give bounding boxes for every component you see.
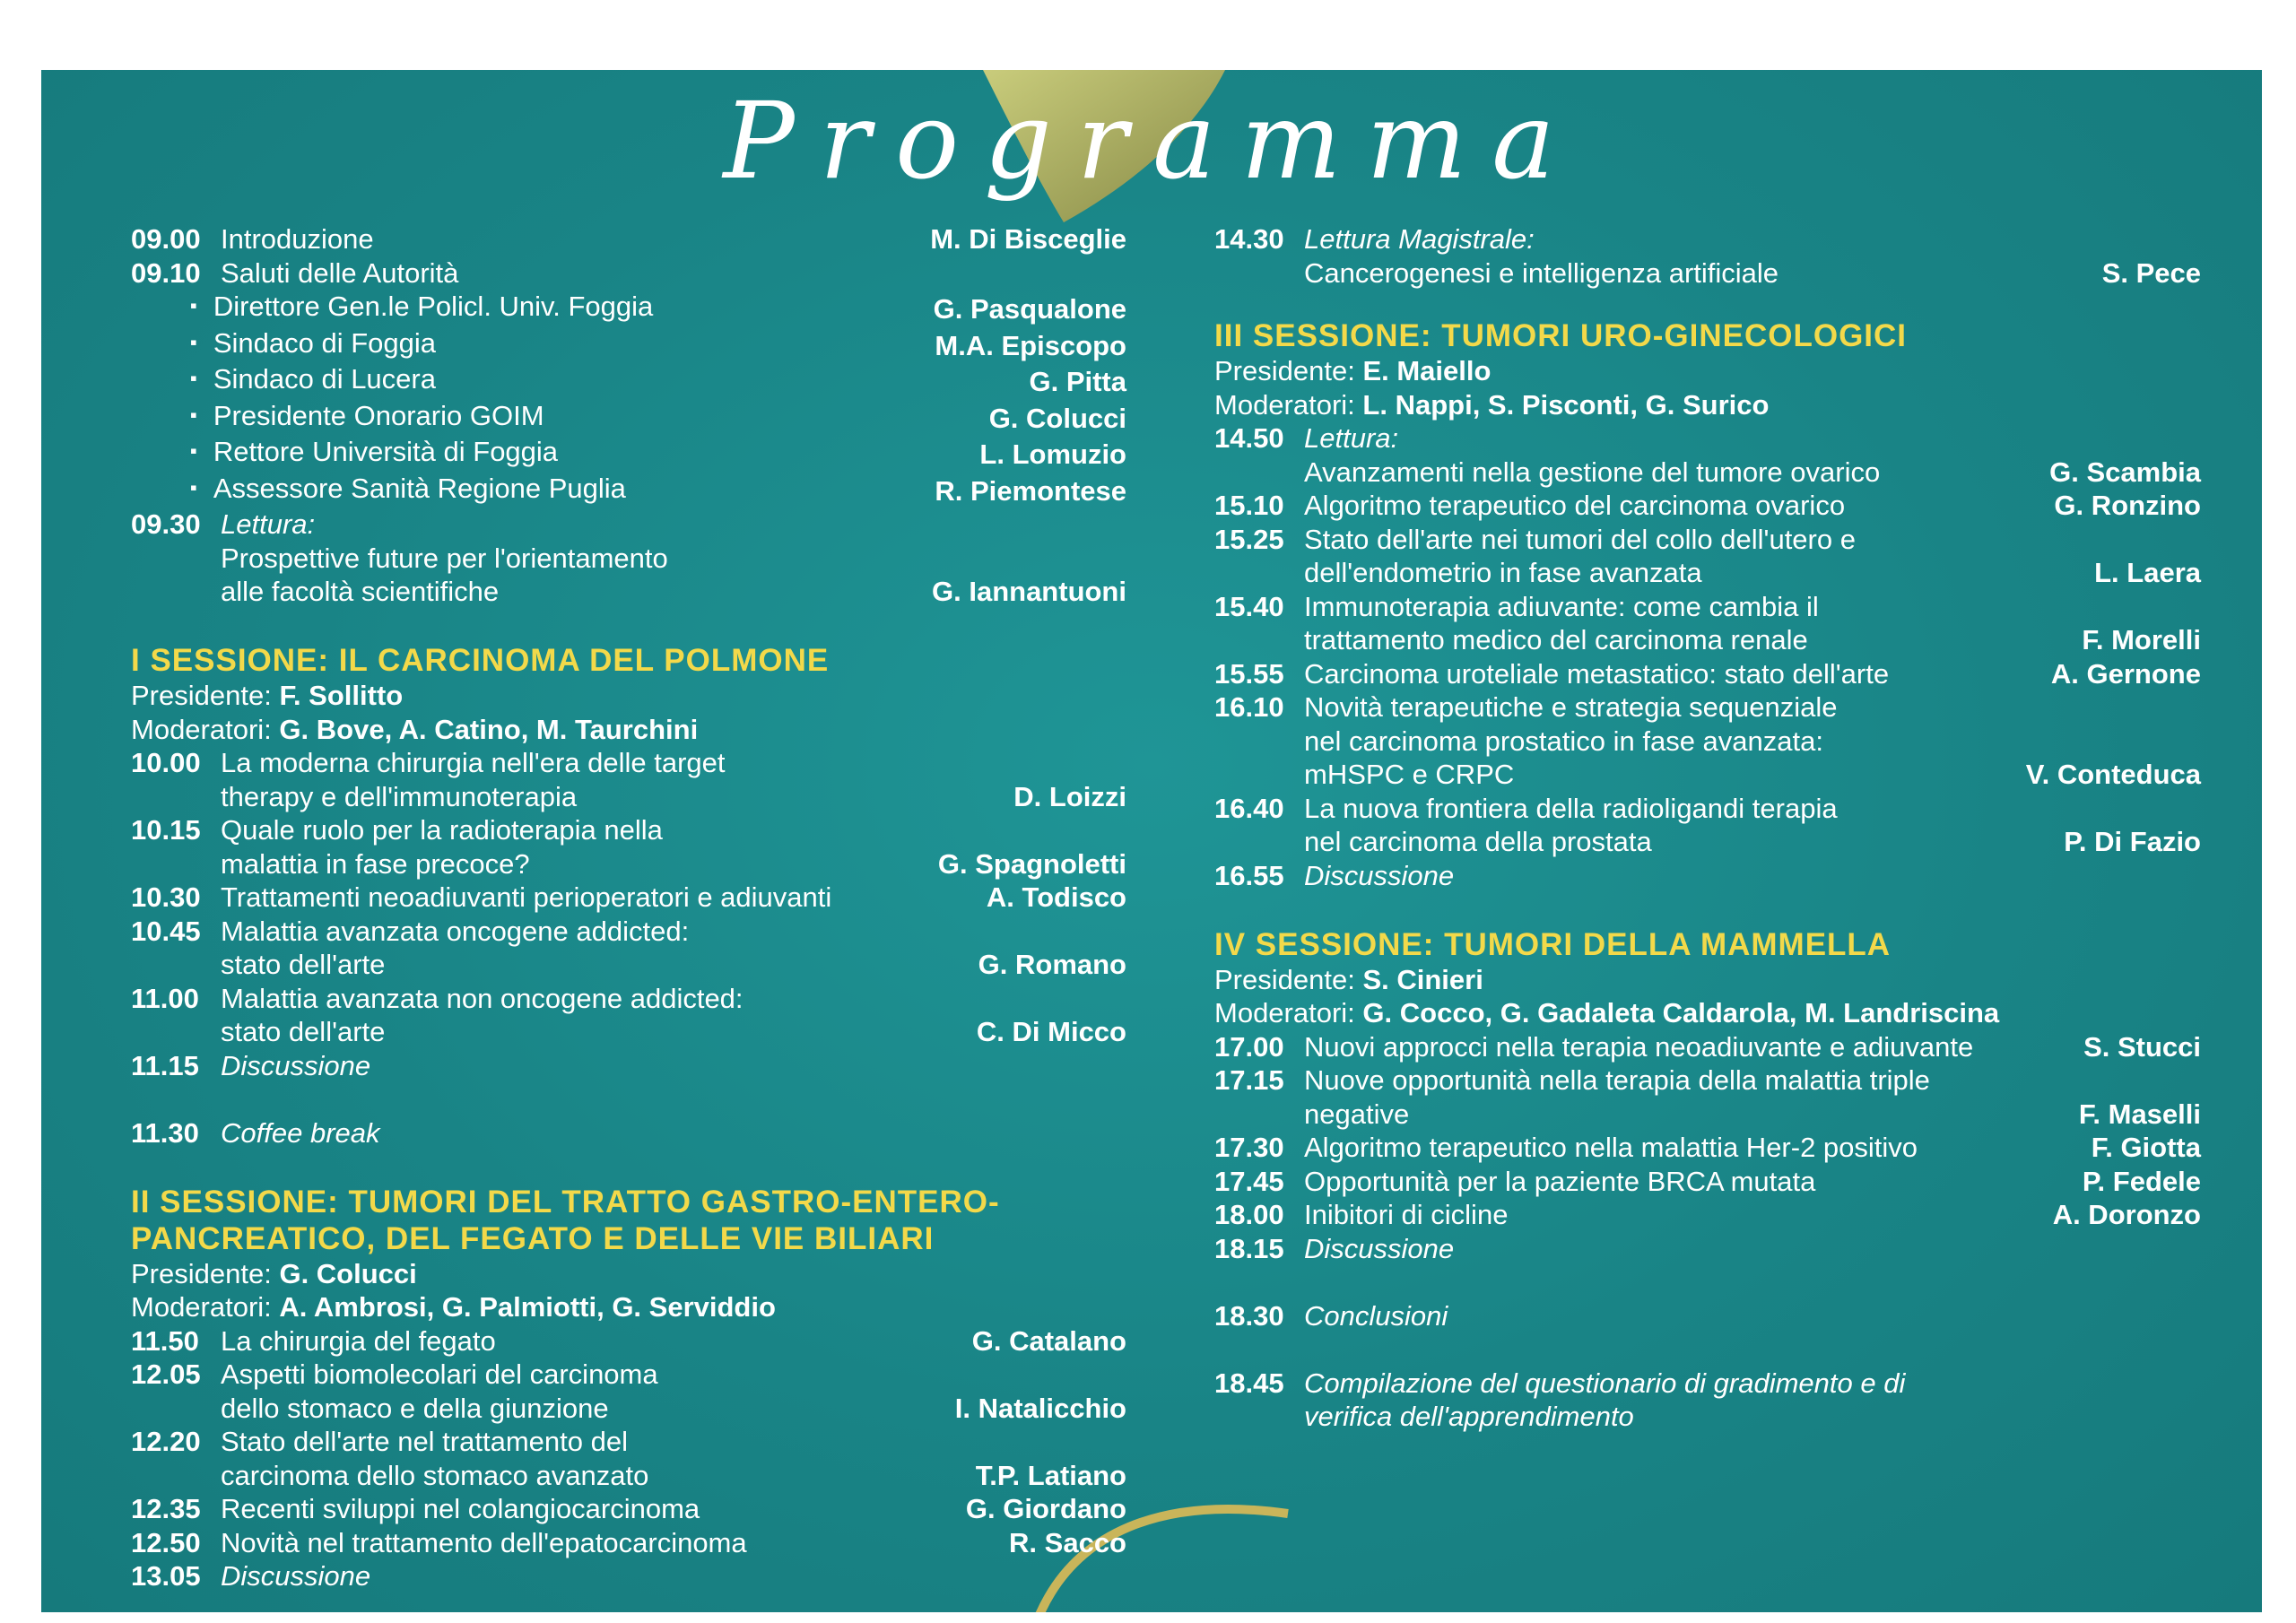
authority-item (131, 290, 1126, 326)
agenda-row: 10.15 Quale ruolo per la radioterapia nella malattia in fase precoce? G. Spagnoletti (131, 814, 1126, 880)
president-name: S. Cinieri (1362, 963, 1483, 995)
time: 11.00 (131, 982, 199, 1014)
agenda-row (1214, 1299, 2201, 1333)
time: 16.55 (1214, 859, 1284, 891)
president-line: Presidente: S. Cinieri (1214, 963, 1483, 995)
left-column (131, 222, 1126, 1593)
time: 11.15 (131, 1049, 199, 1081)
agenda-row (131, 1116, 1126, 1150)
time: 15.25 (1214, 523, 1284, 555)
speaker: R. Sacco (1009, 1526, 1126, 1558)
speaker: S. Stucci (2083, 1030, 2201, 1063)
discussion-label: Discussione (1304, 859, 1455, 891)
agenda-row (1214, 1232, 2201, 1266)
time: 09.30 (131, 508, 201, 540)
agenda-row: 12.20 Stato dell'arte nel trattamento del carcinoma dello stomaco avanzato T.P. Latiano (131, 1426, 1126, 1491)
speaker: D. Loizzi (1013, 780, 1126, 812)
description: Prospettive future per l'orientamento (221, 542, 668, 574)
time: 10.45 (131, 915, 201, 947)
agenda-row: 14.30 Lettura Magistrale: Cancerogenesi e intelligenza artificiale S. Pece (1214, 223, 2201, 289)
agenda-row: 12.35 Recenti sviluppi nel colangiocarcinoma G. Giordano (131, 1493, 1126, 1524)
time: 16.10 (1214, 691, 1284, 723)
speaker: T.P. Latiano (975, 1459, 1126, 1491)
time: 17.00 (1214, 1030, 1284, 1063)
authority-role: ▪ Sindaco di Foggia (190, 326, 935, 363)
agenda-row (1214, 859, 2201, 893)
session-title: II SESSIONE: TUMORI DEL TRATTO GASTRO-ENTERO- PANCREATICO, DEL FEGATO E DELLE VIE BILIARI (131, 1184, 1000, 1256)
speaker: G. Giordano (965, 1493, 1126, 1524)
agenda-row: 11.50 La chirurgia del fegato G. Catalano (131, 1324, 1126, 1357)
time: 17.30 (1214, 1132, 1284, 1163)
time: 09.00 (131, 223, 201, 255)
speaker: L. Lomuzio (979, 438, 1126, 470)
agenda-row: 17.00 Nuovi approcci nella terapia neoadiuvante e adiuvante S. Stucci (1214, 1030, 2201, 1063)
speaker: G. Pitta (1029, 366, 1126, 397)
time: 14.50 (1214, 422, 1284, 454)
moderators-line: Moderatori: A. Ambrosi, G. Palmiotti, G. Serviddio (131, 1291, 776, 1323)
authority-item (131, 362, 1126, 399)
session-title: III SESSIONE: TUMORI URO-GINECOLOGICI (1214, 318, 1908, 353)
agenda-row: 15.25 Stato dell'arte nei tumori del collo dell'utero e dell'endometrio in fase avanzata L. Laera (1214, 523, 2201, 588)
speaker: V. Conteduca (2025, 759, 2201, 790)
speaker: R. Piemontese (935, 474, 1126, 507)
session-title: IV SESSIONE: TUMORI DELLA MAMMELLA (1214, 926, 1892, 962)
time: 16.40 (1214, 792, 1284, 824)
page-title: Programma (723, 79, 1580, 203)
time: 15.55 (1214, 657, 1284, 690)
lecture-label: Lettura: (221, 508, 316, 540)
speaker: G. Catalano (971, 1324, 1126, 1357)
speaker: G. Spagnoletti (937, 847, 1126, 880)
discussion-label: Discussione (221, 1049, 371, 1081)
president-line: Presidente: E. Maiello (1214, 355, 1492, 386)
time: 13.05 (131, 1560, 201, 1592)
speaker: M. Di Bisceglie (930, 223, 1126, 255)
president-name: G. Colucci (279, 1257, 417, 1289)
agenda-row (131, 508, 1126, 609)
time: 12.35 (131, 1493, 201, 1524)
time: 12.50 (131, 1526, 201, 1558)
authority-role: ▪ Assessore Sanità Regione Puglia (190, 472, 935, 508)
time: 15.40 (1214, 590, 1284, 622)
speaker: G. Iannantuoni (932, 576, 1126, 607)
president-line: Presidente: G. Colucci (131, 1257, 417, 1289)
moderators-names: A. Ambrosi, G. Palmiotti, G. Serviddio (279, 1291, 776, 1323)
time: 10.30 (131, 881, 201, 913)
agenda-row (131, 1559, 1126, 1593)
agenda-row: 17.30 Algoritmo terapeutico nella malattia Her-2 positivo F. Giotta (1214, 1132, 2201, 1163)
agenda-row: 11.00 Malattia avanzata non oncogene addicted: stato dell'arte C. Di Micco (131, 982, 1126, 1047)
speaker: I. Natalicchio (954, 1392, 1126, 1424)
agenda-row (131, 256, 1126, 291)
lecture-label: Lettura Magistrale: (1304, 223, 1535, 255)
time: 11.50 (131, 1324, 199, 1357)
agenda-row: 15.40 Immunoterapia adiuvante: come cambia il trattamento medico del carcinoma renale F. Morelli (1214, 590, 2201, 655)
time: 10.15 (131, 814, 201, 846)
time: 18.00 (1214, 1199, 1284, 1230)
agenda-row: 17.15 Nuove opportunità nella terapia della malattia triple negative F. Maselli (1214, 1064, 2201, 1130)
president-line: Presidente: F. Sollitto (131, 680, 404, 711)
moderators-names: L. Nappi, S. Pisconti, G. Surico (1362, 388, 1770, 421)
speaker: A. Todisco (986, 881, 1126, 913)
speaker: L. Laera (2094, 557, 2201, 588)
president-name: F. Sollitto (279, 680, 404, 711)
time: 17.45 (1214, 1165, 1284, 1197)
speaker: P. Fedele (2082, 1165, 2201, 1197)
description: Introduzione (221, 223, 374, 255)
time: 12.05 (131, 1358, 201, 1390)
authority-item (131, 399, 1126, 436)
agenda-row: 15.55 Carcinoma uroteliale metastatico: stato dell'arte A. Gernone (1214, 657, 2201, 690)
agenda-row (1214, 1367, 2201, 1434)
time: 15.10 (1214, 490, 1284, 521)
agenda-row: 16.10 Novità terapeutiche e strategia sequenziale nel carcinoma prostatico in fase avanzata: mHSPC e CRPC V. Conteduca (1214, 691, 2201, 790)
coffee-break-label: Coffee break (221, 1116, 380, 1149)
speaker: F. Giotta (2091, 1132, 2201, 1163)
description: Saluti delle Autorità (221, 256, 459, 289)
time: 14.30 (1214, 223, 1284, 255)
time: 18.15 (1214, 1232, 1284, 1264)
moderators-line: Moderatori: G. Cocco, G. Gadaleta Caldarola, M. Landriscina (1214, 997, 2000, 1028)
agenda-row (131, 1049, 1126, 1083)
agenda-row: 10.45 Malattia avanzata oncogene addicted: stato dell'arte G. Romano (131, 915, 1126, 980)
authority-item (131, 472, 1126, 508)
speaker: S. Pece (2101, 256, 2201, 289)
agenda-row: 10.00 La moderna chirurgia nell'era delle target therapy e dell'immunoterapia D. Loizzi (131, 747, 1126, 812)
moderators-line: Moderatori: L. Nappi, S. Pisconti, G. Surico (1214, 388, 1770, 421)
discussion-label: Discussione (221, 1560, 371, 1592)
conclusions-label: Conclusioni (1304, 1299, 1448, 1332)
agenda-row: 12.50 Novità nel trattamento dell'epatocarcinoma R. Sacco (131, 1526, 1126, 1558)
agenda-row: 16.40 La nuova frontiera della radioligandi terapia nel carcinoma della prostata P. Di Fazio (1214, 792, 2201, 857)
speaker: M.A. Episcopo (935, 329, 1126, 361)
moderators-names: G. Cocco, G. Gadaleta Caldarola, M. Landriscina (1362, 997, 2000, 1028)
speaker: G. Pasqualone (933, 293, 1126, 325)
time: 17.15 (1214, 1064, 1284, 1096)
time: 11.30 (131, 1116, 199, 1149)
agenda-row (131, 222, 1126, 256)
speaker: C. Di Micco (976, 1016, 1126, 1047)
speaker: G. Colucci (988, 402, 1126, 434)
description: alle facoltà scientifiche (221, 576, 500, 607)
authority-item (131, 435, 1126, 472)
speaker: F. Maselli (2078, 1098, 2201, 1130)
lecture-label: Lettura: (1304, 422, 1399, 454)
authority-role: ▪ Rettore Università di Foggia (190, 435, 979, 472)
speaker: G. Romano (978, 949, 1126, 980)
evaluation-label: Compilazione del questionario di gradimento e di verifica dell'apprendimento (1304, 1367, 1906, 1432)
time: 12.20 (131, 1426, 201, 1457)
agenda-row: 12.05 Aspetti biomolecolari del carcinoma dello stomaco e della giunzione I. Natalicchio (131, 1358, 1126, 1424)
session-title: I SESSIONE: IL CARCINOMA DEL POLMONE (131, 643, 830, 678)
right-column (1214, 222, 2201, 1434)
agenda-row: 10.30 Trattamenti neoadiuvanti perioperatori e adiuvanti A. Todisco (131, 881, 1126, 913)
time: 18.45 (1214, 1367, 1284, 1399)
moderators-line: Moderatori: G. Bove, A. Catino, M. Taurchini (131, 713, 699, 745)
president-name: E. Maiello (1362, 355, 1492, 386)
authority-role: ▪ Sindaco di Lucera (190, 362, 1029, 399)
speaker: G. Scambia (2049, 456, 2201, 488)
speaker: P. Di Fazio (2064, 826, 2201, 857)
speaker: G. Ronzino (2054, 490, 2201, 521)
program-card (41, 70, 2262, 1612)
speaker: A. Gernone (2050, 657, 2201, 690)
authority-role: ▪ Presidente Onorario GOIM (190, 399, 989, 436)
agenda-row: 14.50 Lettura: Avanzamenti nella gestione del tumore ovarico G. Scambia (1214, 422, 2201, 488)
time: 10.00 (131, 747, 201, 778)
authority-role: ▪ Direttore Gen.le Policl. Univ. Foggia (190, 290, 934, 326)
moderators-names: G. Bove, A. Catino, M. Taurchini (279, 713, 699, 745)
agenda-row: 18.00 Inibitori di cicline A. Doronzo (1214, 1199, 2201, 1230)
agenda-row: 15.10 Algoritmo terapeutico del carcinoma ovarico G. Ronzino (1214, 490, 2201, 521)
speaker: A. Doronzo (2052, 1199, 2201, 1230)
time: 18.30 (1214, 1299, 1284, 1332)
speaker: F. Morelli (2082, 624, 2201, 655)
discussion-label: Discussione (1304, 1232, 1455, 1264)
time: 09.10 (131, 256, 201, 289)
agenda-row: 17.45 Opportunità per la paziente BRCA mutata P. Fedele (1214, 1165, 2201, 1197)
authority-item (131, 326, 1126, 363)
